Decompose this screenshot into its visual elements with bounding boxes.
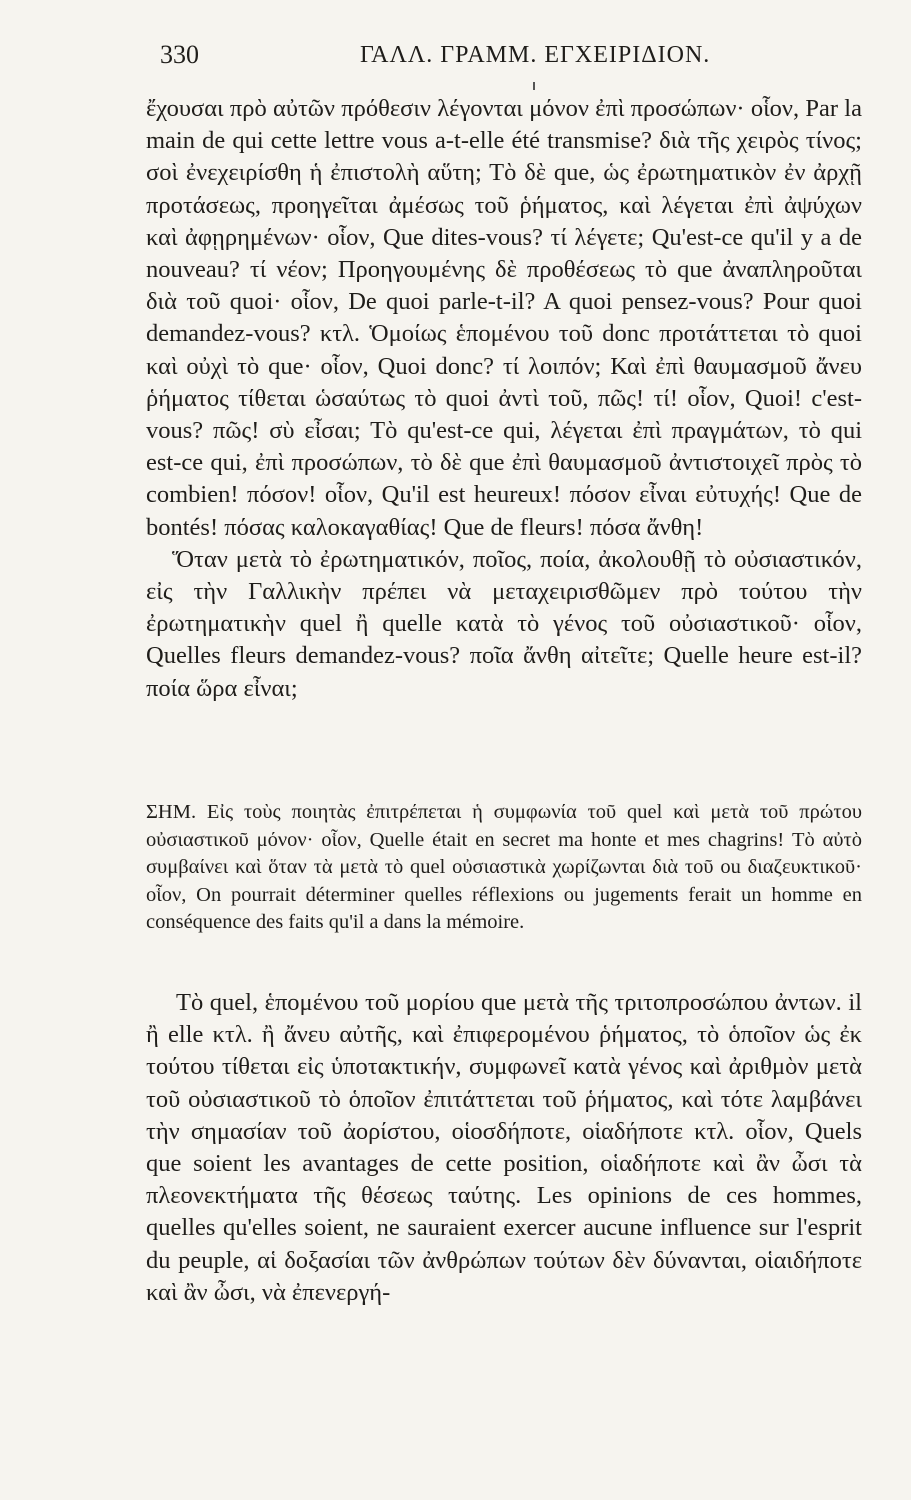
main-text-continued <box>146 987 862 1309</box>
page-number: 330 <box>160 40 199 69</box>
main-text <box>146 93 862 705</box>
paragraph-1: ἔχουσαι πρὸ αὐτῶν πρόθεσιν λέγονται μόνον ἐπὶ προσώπων· οἷον, Par la main de qui cette lettre vous a-t-elle été transmise? διὰ τῆς χειρὸς τίνος; σοὶ ἐνεχειρίσθη ἡ ἐπιστολὴ αὕτη; Τὸ δὲ que, ὡς ἐρωτηματικὸν ἐν ἀρχῇ προτάσεως, προηγεῖται ἀμέσως τοῦ ῥήματος, καὶ λέγεται ἐπὶ ἀψύχων καὶ ἀφῃρημένων· οἷον, Que dites-vous? τί λέγετε; Qu'est-ce qu'il y a de nouveau? τί νέον; Προηγουμένης δὲ προθέσεως τὸ que ἀναπληροῦται διὰ τοῦ quoi· οἷον, De quoi parle-t-il? A quoi pensez-vous? Pour quoi demandez-vous? κτλ. Ὁμοίως ἑπομένου τοῦ donc προτάττεται τὸ quoi καὶ οὐχὶ τὸ que· οἷον, Quoi donc? τί λοιπόν; Καὶ ἐπὶ θαυμασμοῦ ἄνευ ῥήματος τίθεται ὡσαύτως τὸ quoi ἀντὶ τοῦ, πῶς! τί! οἷον, Quoi! c'est-vous? πῶς! σὺ εἶσαι; Τὸ qu'est-ce qui, λέγεται ἐπὶ πραγμάτων, τὸ qui est-ce qui, ἐπὶ προσώπων, τὸ δὲ que ἐπὶ θαυμασμοῦ ἀντιστοιχεῖ πρὸς τὸ combien! πόσον! οἷον, Qu'il est heureux! πόσον εἶναι εὐτυχής! Que de bontés! πόσας καλοκαγαθίας! Que de fleurs! πόσα ἄνθη! <box>146 95 862 541</box>
footnote-remark <box>146 799 862 937</box>
paragraph-2: Ὅταν μετὰ τὸ ἐρωτηματικόν, ποῖος, ποία, ἀκολουθῇ τὸ οὐσιαστικόν, εἰς τὴν Γαλλικὴν πρέπει νὰ μεταχειρισθῶμεν πρὸ τούτου τὴν ἐρωτηματικὴν quel ἢ quelle κατὰ τὸ γένος τοῦ οὐσιαστικοῦ· οἷον, Quelles fleurs demandez-vous? ποῖα ἄνθη αἰτεῖτε; Quelle heure est-il? ποία ὥρα εἶναι; <box>146 545 862 702</box>
page-header <box>160 40 850 80</box>
running-title: ΓΑΛΛ. ΓΡΑΜΜ. ΕΓΧΕΙΡΙΔΙΟΝ. <box>360 42 711 68</box>
print-mark <box>533 82 535 90</box>
paragraph-3: Τὸ quel, ἑπομένου τοῦ μορίου que μετὰ τῆς τριτοπροσώπου ἀντων. il ἢ elle κτλ. ἢ ἄνευ αὐτῆς, καὶ ἐπιφερομένου ῥήματος, τὸ ὁποῖον ὡς ἐκ τούτου τίθεται εἰς ὑποτακτικήν, συμφωνεῖ κατὰ γένος καὶ ἀριθμὸν μετὰ τοῦ οὐσιαστικοῦ τὸ ὁποῖον ἐπιτάττεται τοῦ ῥήματος, καὶ τότε λαμβάνει τὴν σημασίαν τοῦ ἀορίστου, οἱοσδήποτε, οἱαδήποτε κτλ. οἷον, Quels que soient les avantages de cette position, οἱαδήποτε καὶ ἂν ὦσι τὰ πλεονεκτήματα τῆς θέσεως ταύτης. Les opinions de ces hommes, quelles qu'elles soient, ne sauraient exercer aucune influence sur l'esprit du peuple, αἱ δοξασίαι τῶν ἀνθρώπων τούτων δὲν δύνανται, οἱαιδήποτε καὶ ἂν ὦσι, νὰ ἐπενεργή- <box>146 989 862 1306</box>
note-text: ΣΗΜ. Εἰς τοὺς ποιητὰς ἐπιτρέπεται ἡ συμφωνία τοῦ quel καὶ μετὰ τοῦ πρώτου οὐσιαστικοῦ μόνον· οἷον, Quelle était en secret ma honte et mes chagrins! Τὸ αὐτὸ συμβαίνει καὶ ὅταν τὰ μετὰ τὸ quel οὐσιαστικὰ χωρίζωνται διὰ τοῦ ou διαζευκτικοῦ· οἷον, On pourrait déterminer quelles réflexions ou jugements ferait un homme en conséquence des faits qu'il a dans la mémoire. <box>146 801 862 933</box>
